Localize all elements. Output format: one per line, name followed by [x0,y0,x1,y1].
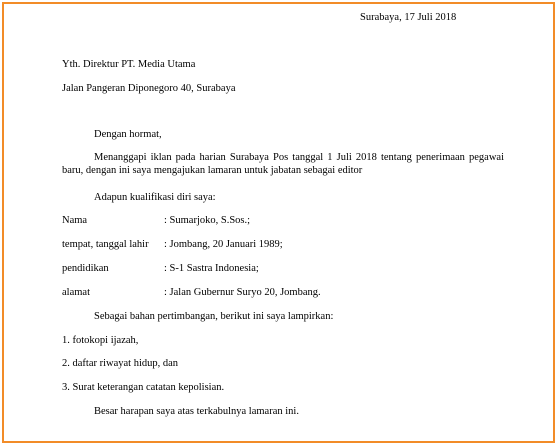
attachment-intro: Sebagai bahan pertimbangan, berikut ini saya lampirkan: [94,311,334,322]
qualification-intro: Adapun kualifikasi diri saya: [94,192,216,203]
detail-value-birth: : Jombang, 20 Januari 1989; [164,239,283,250]
detail-value-address: : Jalan Gubernur Suryo 20, Jombang. [164,287,321,298]
detail-label-birth: tempat, tanggal lahir [62,239,149,250]
attachment-item: 2. daftar riwayat hidup, dan [62,358,179,369]
attachment-item: 1. fotokopi ijazah, [62,335,139,346]
intro-paragraph: Menanggapi iklan pada harian Surabaya Pos tanggal 1 Juli 2018 tentang penerimaan pegawai baru, dengan ini saya mengajukan lamaran untuk jabatan sebagai editor [62,152,504,176]
attachment-item: 3. Surat keterangan catatan kepolisian. [62,382,225,393]
closing-sentence: Besar harapan saya atas terkabulnya lamaran ini. [94,406,299,417]
place-date: Surabaya, 17 Juli 2018 [360,12,457,23]
detail-label-education: pendidikan [62,263,109,274]
detail-value-education: : S-1 Sastra Indonesia; [164,263,259,274]
greeting: Dengan hormat, [94,129,162,140]
detail-label-name: Nama [62,215,88,226]
recipient-name: Yth. Direktur PT. Media Utama [62,59,196,70]
detail-value-name: : Sumarjoko, S.Sos.; [164,215,251,226]
recipient-address: Jalan Pangeran Diponegoro 40, Surabaya [62,83,236,94]
detail-label-address: alamat [62,287,90,298]
